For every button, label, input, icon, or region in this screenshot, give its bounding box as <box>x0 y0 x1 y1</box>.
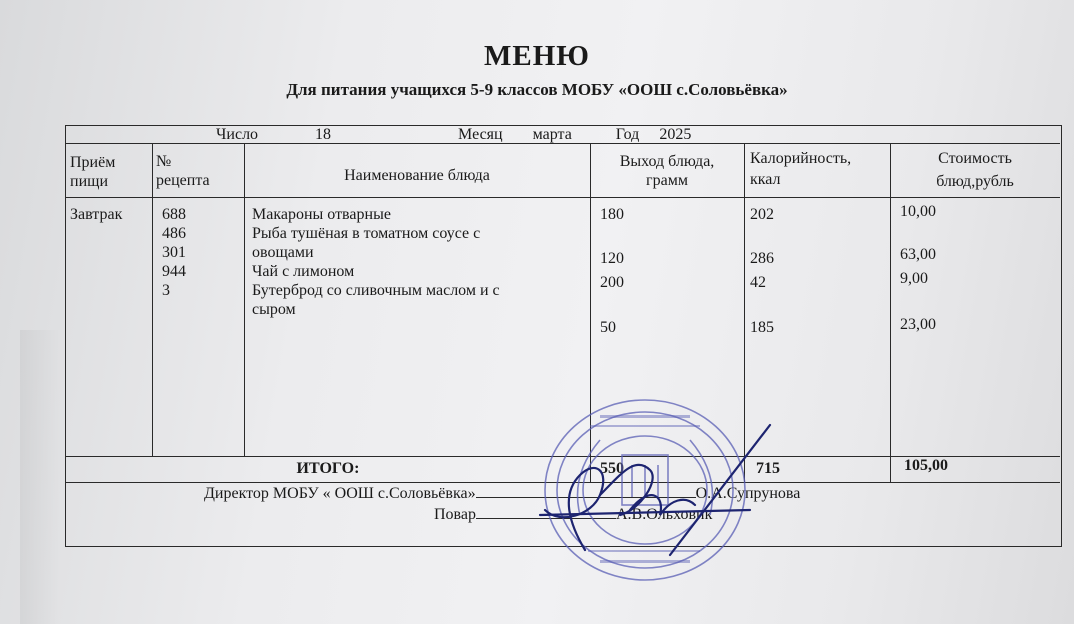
month-value: марта <box>532 126 572 143</box>
total-cost: 105,00 <box>904 457 948 474</box>
calories-202: 202 <box>750 206 774 223</box>
menu-subtitle: Для питания учащихся 5-9 классов МОБУ «ООШ с.Соловьёвка» <box>286 80 788 99</box>
calories-185: 185 <box>750 319 774 336</box>
cost-10: 10,00 <box>900 203 936 220</box>
director-label: Директор МОБУ « ООШ с.Соловьёвка» <box>204 485 476 502</box>
dish-name: сыром <box>252 301 296 318</box>
menu-table <box>65 125 1062 547</box>
cost-23: 23,00 <box>900 316 936 333</box>
recipe-number: 301 <box>162 244 186 261</box>
col-divider-1 <box>152 143 153 456</box>
cook-signature-line <box>476 518 616 519</box>
yield-200: 200 <box>600 274 624 291</box>
dish-name: овощами <box>252 244 314 261</box>
dish-name: Макароны отварные <box>252 206 391 223</box>
dish-name: Чай с лимоном <box>252 263 355 280</box>
month-label: Месяц <box>458 126 503 143</box>
row-divider-total <box>66 482 1060 483</box>
row-divider-header <box>66 197 1060 198</box>
header-meal: Приём пищи <box>70 154 116 190</box>
total-calories: 715 <box>756 460 780 477</box>
date-row <box>216 125 839 144</box>
col-divider-4 <box>744 143 745 482</box>
cost-63: 63,00 <box>900 246 936 263</box>
recipe-number: 944 <box>162 263 186 280</box>
col-divider-3 <box>590 143 591 482</box>
total-label: ИТОГО: <box>296 460 360 477</box>
recipe-number: 3 <box>162 282 170 299</box>
cook-label: Повар <box>434 506 476 523</box>
col-divider-5 <box>890 143 891 482</box>
director-name: О.А.Супрунова <box>695 485 801 502</box>
day-label: Число <box>216 126 259 143</box>
director-signature-line <box>476 497 696 498</box>
header-recipe: № рецепта <box>156 153 210 189</box>
dish-name: Бутерброд со сливочным маслом и с <box>252 282 500 299</box>
year-label: Год <box>615 126 640 143</box>
cook-name: А.В.Ольховик <box>616 506 713 523</box>
recipe-number: 688 <box>162 206 186 223</box>
dish-list <box>252 205 500 319</box>
year-value: 2025 <box>643 126 839 144</box>
header-cost: Стоимость блюд,рубль <box>936 150 1014 190</box>
director-line <box>204 484 800 503</box>
header-dish: Наименование блюда <box>344 167 490 184</box>
paper-fold-shadow <box>20 330 60 624</box>
calories-286: 286 <box>750 250 774 267</box>
yield-180: 180 <box>600 206 624 223</box>
cost-9: 9,00 <box>900 270 928 287</box>
day-value: 18 <box>258 126 388 144</box>
yield-50: 50 <box>600 319 616 336</box>
header-calories: Калорийность, ккал <box>750 150 852 188</box>
menu-title: МЕНЮ <box>484 40 590 72</box>
calories-42: 42 <box>750 274 766 291</box>
cook-line <box>434 505 712 524</box>
col-divider-2 <box>244 143 245 456</box>
meal-name: Завтрак <box>70 206 123 223</box>
recipe-list <box>162 205 186 300</box>
dish-name: Рыба тушёная в томатном соусе с <box>252 225 481 242</box>
total-yield: 550 <box>600 460 624 477</box>
header-yield: Выход блюда, грамм <box>619 153 715 189</box>
recipe-number: 486 <box>162 225 186 242</box>
yield-120: 120 <box>600 250 624 267</box>
